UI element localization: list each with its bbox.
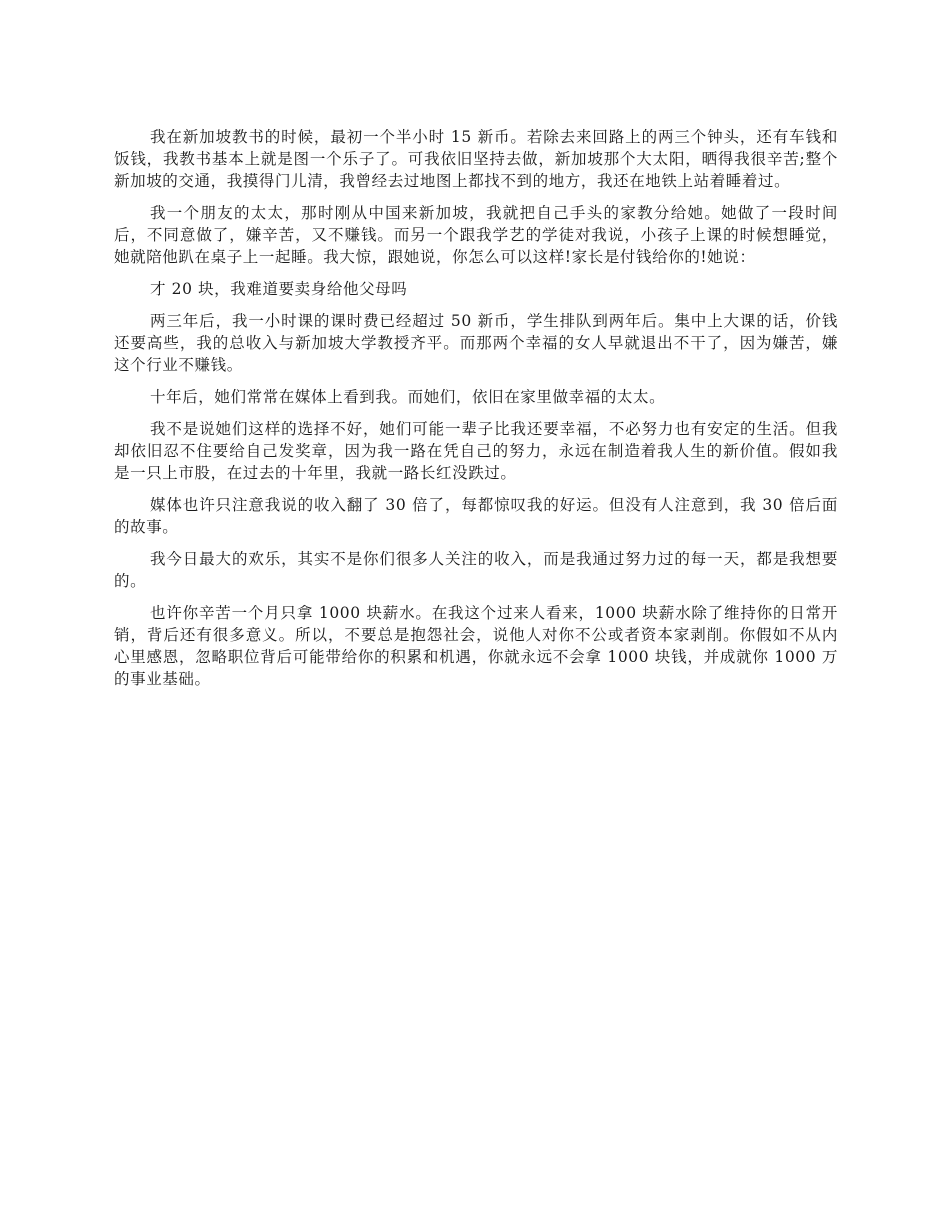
paragraph-3: 才 20 块，我难道要卖身给他父母吗: [150, 280, 408, 298]
paragraph-4: 两三年后，我一小时课的课时费已经超过 50 新币，学生排队到两年后。集中上大课的话，价钱还要高些，我的总收入与新加坡大学教授齐平。而那两个幸福的女人早就退出不干了，因为嫌苦，嫌这个行业不赚钱。: [114, 312, 838, 374]
paragraph-7: 媒体也许只注意我说的收入翻了 30 倍了，每都惊叹我的好运。但没有人注意到，我 30 倍后面的故事。: [114, 496, 838, 536]
paragraph-1: 我在新加坡教书的时候，最初一个半小时 15 新币。若除去来回路上的两三个钟头，还有车钱和饭钱，我教书基本上就是图一个乐子了。可我依旧坚持去做，新加坡那个大太阳，晒得我很辛苦;整个新加坡的交通，我摸得门儿清，我曾经去过地图上都找不到的地方，我还在地铁上站着睡着过。: [114, 128, 838, 190]
paragraph-8: 我今日最大的欢乐，其实不是你们很多人关注的收入，而是我通过努力过的每一天，都是我想要的。: [114, 550, 838, 590]
document-body: [114, 126, 838, 700]
paragraph-5: 十年后，她们常常在媒体上看到我。而她们，依旧在家里做幸福的太太。: [150, 388, 666, 406]
paragraph-9: 也许你辛苦一个月只拿 1000 块薪水。在我这个过来人看来，1000 块薪水除了维持你的日常开销，背后还有很多意义。所以，不要总是抱怨社会，说他人对你不公或者资本家剥削。你假如不从内心里感恩，忽略职位背后可能带给你的积累和机遇，你就永远不会拿 1000 块钱，并成就你 1000 万的事业基础。: [114, 604, 838, 688]
paragraph-2: 我一个朋友的太太，那时刚从中国来新加坡，我就把自己手头的家教分给她。她做了一段时间后，不同意做了，嫌辛苦，又不赚钱。而另一个跟我学艺的学徒对我说，小孩子上课的时候想睡觉，她就陪他趴在桌子上一起睡。我大惊，跟她说，你怎么可以这样!家长是付钱给你的!她说：: [114, 204, 838, 266]
paragraph-6: 我不是说她们这样的选择不好，她们可能一辈子比我还要幸福，不必努力也有安定的生活。但我却依旧忍不住要给自己发奖章，因为我一路在凭自己的努力，永远在制造着我人生的新价值。假如我是一只上市股，在过去的十年里，我就一路长红没跌过。: [114, 420, 838, 482]
